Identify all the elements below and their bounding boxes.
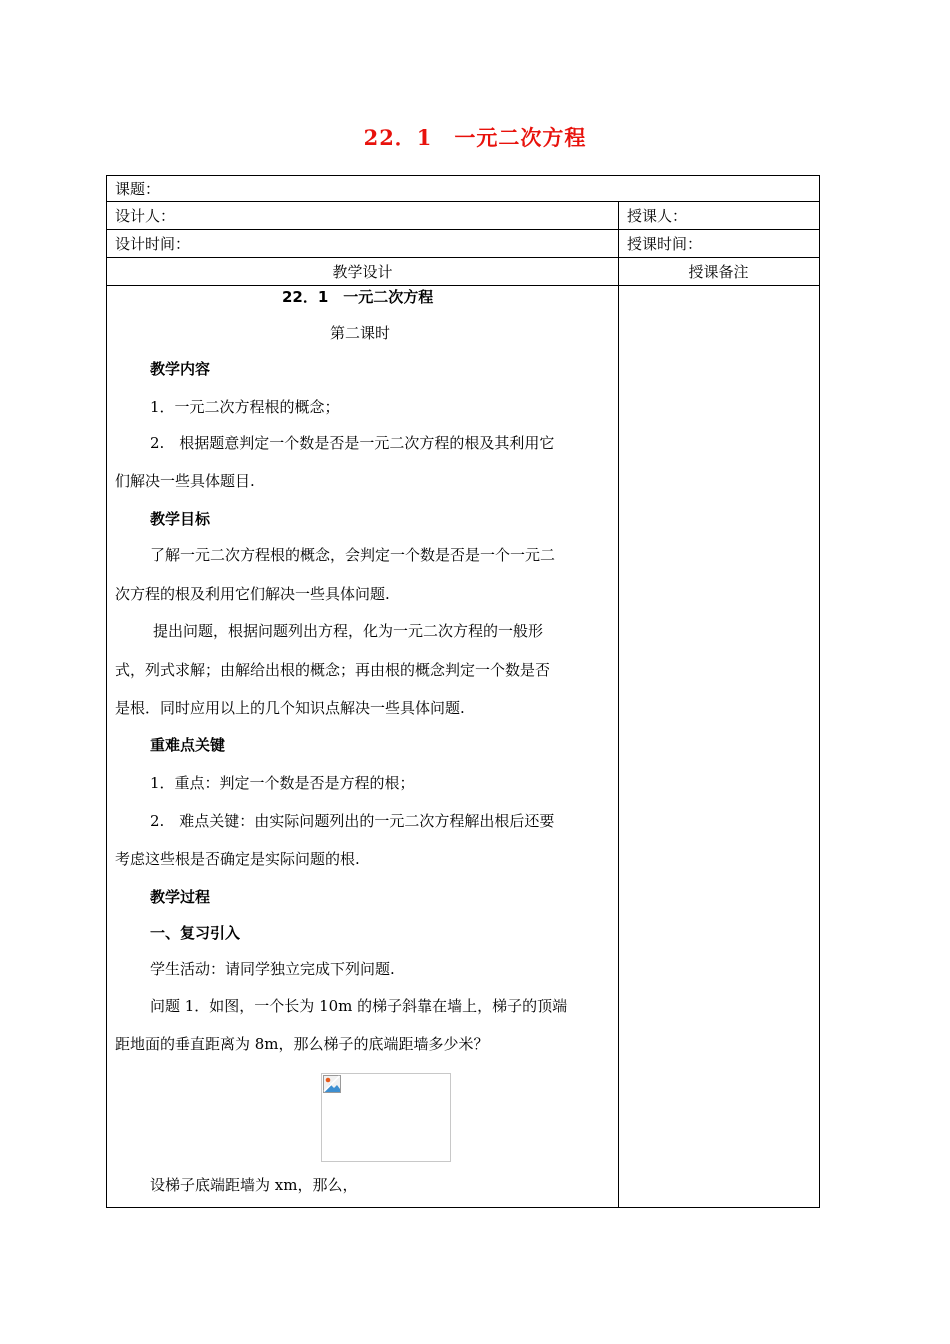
document-title: 22．1 一元二次方程 <box>363 125 587 150</box>
key-point-1: 1．重点：判定一个数是否是方程的根； <box>150 774 415 792</box>
section-teaching-goals: 教学目标 <box>150 510 211 528</box>
lecture-time-label: 授课时间： <box>627 235 703 253</box>
section-teaching-content: 教学内容 <box>150 360 211 378</box>
question-1-line-1: 问题 1．如图，一个长为 10m 的梯子斜靠在墙上，梯子的顶端 <box>150 997 568 1015</box>
row-divider <box>107 229 819 230</box>
ladder-figure-placeholder <box>321 1073 451 1162</box>
content-item-2-line-2: 们解决一些具体题目. <box>115 472 255 490</box>
lecturer-label: 授课人： <box>627 207 688 225</box>
lesson-plan-table <box>106 175 820 1208</box>
content-item-1: 1．一元二次方程根的概念； <box>150 398 340 416</box>
lesson-number: 第二课时 <box>330 324 391 342</box>
student-activity: 学生活动：请同学独立完成下列问题. <box>150 960 395 978</box>
topic-label: 课题： <box>115 180 161 198</box>
column-divider <box>618 201 619 1207</box>
section-key-points: 重难点关键 <box>150 736 226 754</box>
key-point-2-line-2: 考虑这些根是否确定是实际问题的根. <box>115 850 360 868</box>
section-teaching-process: 教学过程 <box>150 888 211 906</box>
content-heading: 22．1 一元二次方程 <box>282 288 434 306</box>
content-item-2-line-1: 2. 根据题意判定一个数是否是一元二次方程的根及其利用它 <box>150 434 555 452</box>
row-divider <box>107 201 819 202</box>
key-point-2-line-1: 2. 难点关键：由实际问题列出的一元二次方程解出根后还要 <box>150 812 555 830</box>
goal-2-line-2: 式，列式求解；由解给出根的概念；再由根的概念判定一个数是否 <box>115 661 551 679</box>
teaching-design-header: 教学设计 <box>332 263 393 281</box>
goal-2-line-3: 是根．同时应用以上的几个知识点解决一些具体问题. <box>115 699 465 717</box>
goal-1-line-2: 次方程的根及利用它们解决一些具体问题. <box>115 585 390 603</box>
broken-image-icon <box>323 1075 341 1093</box>
row-divider <box>107 257 819 258</box>
section-review-intro: 一、复习引入 <box>150 924 241 942</box>
question-1-line-2: 距地面的垂直距离为 8m，那么梯子的底端距墙多少米？ <box>115 1035 489 1053</box>
designer-label: 设计人： <box>115 207 176 225</box>
design-time-label: 设计时间： <box>115 235 191 253</box>
lecture-notes-header: 授课备注 <box>688 263 749 281</box>
goal-1-line-1: 了解一元二次方程根的概念，会判定一个数是否是一个一元二 <box>150 546 556 564</box>
goal-2-line-1: 提出问题，根据问题列出方程，化为一元二次方程的一般形 <box>153 622 544 640</box>
row-divider <box>107 285 819 286</box>
setup-statement: 设梯子底端距墙为 xm，那么， <box>150 1176 358 1194</box>
